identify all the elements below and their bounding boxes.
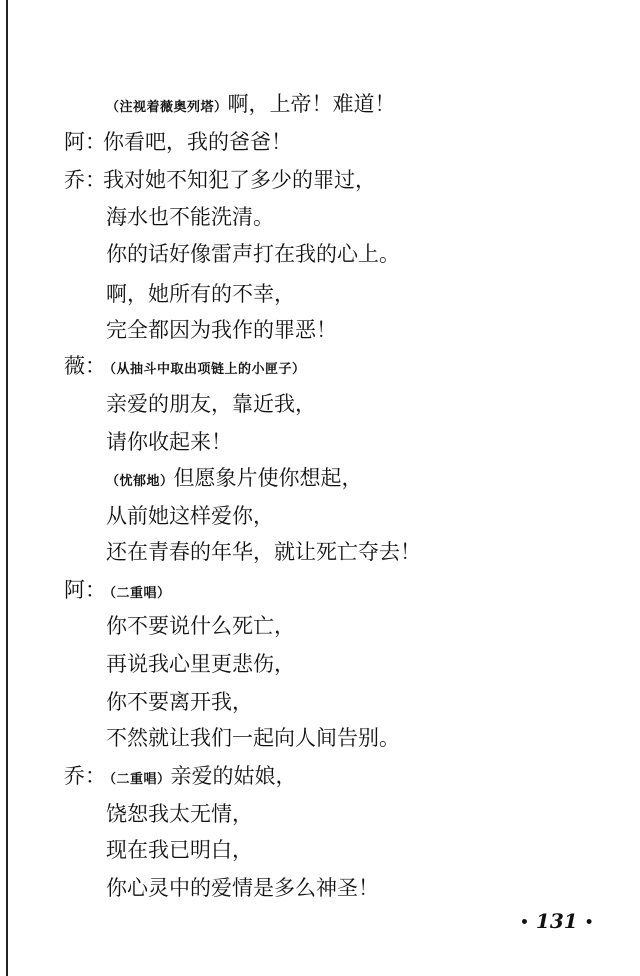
stage-direction: （二重唱） — [103, 586, 171, 601]
dialogue-text: 你不要说什么死亡， — [106, 614, 295, 638]
stage-direction: （从抽斗中取出项链上的小匣子） — [103, 362, 306, 377]
page-left-border — [6, 0, 8, 976]
dialogue-text: 你的话好像雷声打在我的心上。 — [106, 242, 400, 266]
dialogue-text: 完全都因为我作的罪恶！ — [106, 318, 337, 342]
dialogue-text: 啊，上帝！难道！ — [227, 92, 396, 116]
dialogue-text: 海水也不能洗清。 — [106, 205, 274, 229]
dialogue-text: 亲爱的朋友，靠近我， — [106, 392, 316, 416]
dialogue-text: 饶恕我太无情， — [106, 802, 253, 826]
speaker-label: 阿： — [64, 578, 106, 602]
dialogue-text: 再说我心里更悲伤， — [106, 652, 295, 676]
dialogue-text: 你心灵中的爱情是多么神圣！ — [106, 876, 379, 900]
stage-direction: （注视着薇奥列塔） — [106, 100, 228, 115]
stage-direction: （忧郁地） — [106, 474, 174, 489]
dialogue-text: 现在我已明白， — [106, 838, 253, 862]
dialogue-text: 啊，她所有的不幸， — [106, 282, 295, 306]
dialogue-text: 请你收起来！ — [106, 430, 232, 454]
dialogue-text: 我对她不知犯了多少的罪过， — [103, 168, 376, 192]
dialogue-text: 但愿象片使你想起， — [173, 466, 363, 490]
dialogue-text: 你看吧，我的爸爸！ — [103, 130, 292, 154]
page-number-value: 131 — [535, 909, 578, 933]
page-number: • 131 • — [520, 909, 594, 933]
speaker-label: 乔： — [64, 168, 106, 192]
dialogue-text: 不然就让我们一起向人间告别。 — [106, 726, 400, 750]
speaker-label: 乔： — [64, 764, 106, 788]
speaker-label: 薇： — [64, 354, 106, 378]
dialogue-text: 从前她这样爱你， — [106, 504, 274, 528]
dialogue-text: 亲爱的姑娘， — [170, 764, 297, 788]
dialogue-text: 还在青春的年华，就让死亡夺去！ — [106, 540, 421, 564]
dialogue-text: 你不要离开我， — [106, 690, 253, 714]
stage-direction: （二重唱） — [103, 772, 171, 787]
speaker-label: 阿： — [64, 130, 106, 154]
